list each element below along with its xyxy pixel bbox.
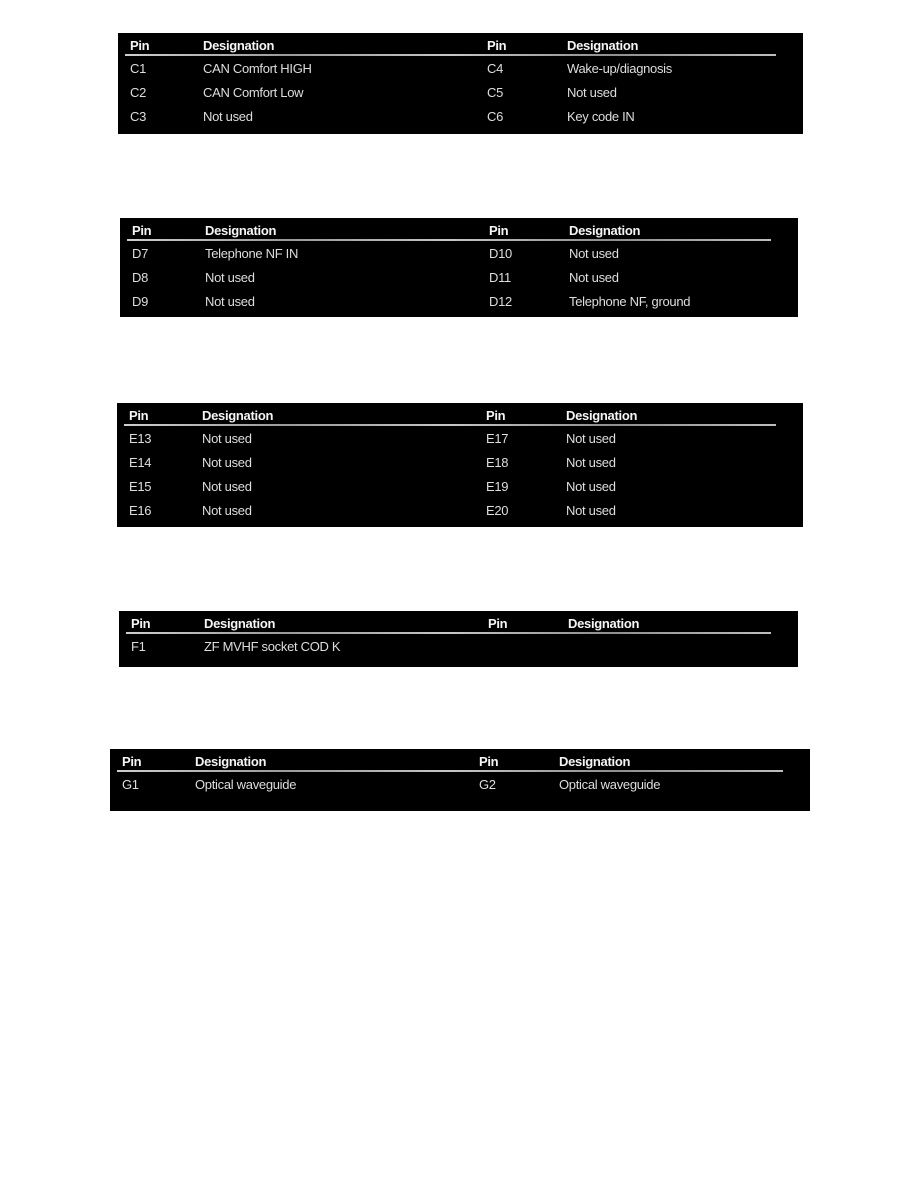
pin-cell: G1 xyxy=(122,777,139,792)
designation-cell: Not used xyxy=(566,455,616,470)
table-body xyxy=(120,241,798,314)
designation-cell: Key code IN xyxy=(567,109,635,124)
column-header-pin: Pin xyxy=(132,223,152,238)
column-header-designation: Designation xyxy=(203,38,275,53)
table-header-row xyxy=(117,403,803,424)
pin-cell: E15 xyxy=(129,479,152,494)
pin-cell: F1 xyxy=(131,639,146,654)
table-row xyxy=(117,475,803,499)
designation-cell: Not used xyxy=(205,270,255,285)
table-row xyxy=(118,57,803,81)
designation-cell: CAN Comfort HIGH xyxy=(203,61,312,76)
column-header-pin: Pin xyxy=(487,38,507,53)
table-row xyxy=(118,81,803,105)
table-body xyxy=(117,426,803,523)
pin-cell: E19 xyxy=(486,479,509,494)
column-header-pin: Pin xyxy=(122,754,142,769)
table-header-row xyxy=(110,749,810,770)
column-header-pin: Pin xyxy=(488,616,508,631)
column-header-designation: Designation xyxy=(569,223,641,238)
designation-cell: Not used xyxy=(567,85,617,100)
table-row xyxy=(118,105,803,129)
pin-table-connector-e xyxy=(117,403,803,527)
pin-table-connector-c xyxy=(118,33,803,134)
pin-cell: D7 xyxy=(132,246,149,261)
pin-table-connector-f xyxy=(119,611,798,667)
table-body xyxy=(110,772,810,797)
pin-cell: C4 xyxy=(487,61,504,76)
column-header-pin: Pin xyxy=(486,408,506,423)
column-header-designation: Designation xyxy=(567,38,639,53)
pin-cell: E13 xyxy=(129,431,152,446)
designation-cell: Telephone NF IN xyxy=(205,246,299,261)
pin-cell: G2 xyxy=(479,777,496,792)
pin-cell: C3 xyxy=(130,109,147,124)
table-row xyxy=(117,427,803,451)
table-row xyxy=(117,451,803,475)
pin-cell: E14 xyxy=(129,455,152,470)
designation-cell: Wake-up/diagnosis xyxy=(567,61,672,76)
pin-cell: C5 xyxy=(487,85,504,100)
pin-cell: E18 xyxy=(486,455,509,470)
column-header-designation: Designation xyxy=(195,754,267,769)
designation-cell: Not used xyxy=(566,431,616,446)
designation-cell: Not used xyxy=(202,455,252,470)
designation-cell: Telephone NF, ground xyxy=(569,294,691,309)
pin-cell: D11 xyxy=(489,270,511,285)
designation-cell: Not used xyxy=(569,270,619,285)
column-header-designation: Designation xyxy=(568,616,640,631)
column-header-designation: Designation xyxy=(559,754,631,769)
column-header-pin: Pin xyxy=(489,223,509,238)
pin-cell: E16 xyxy=(129,503,152,518)
designation-cell: Not used xyxy=(202,503,252,518)
column-header-pin: Pin xyxy=(130,38,150,53)
table-body xyxy=(118,56,803,129)
column-header-designation: Designation xyxy=(202,408,274,423)
pin-cell: E17 xyxy=(486,431,509,446)
pin-cell: D10 xyxy=(489,246,512,261)
pin-table-connector-d xyxy=(120,218,798,317)
designation-cell: ZF MVHF socket COD K xyxy=(204,639,341,654)
pin-cell: D12 xyxy=(489,294,512,309)
designation-cell: Not used xyxy=(566,503,616,518)
pin-cell: C2 xyxy=(130,85,147,100)
table-row xyxy=(119,635,798,659)
column-header-designation: Designation xyxy=(566,408,638,423)
table-row xyxy=(120,242,798,266)
pin-cell: D9 xyxy=(132,294,149,309)
designation-cell: CAN Comfort Low xyxy=(203,85,304,100)
designation-cell: Not used xyxy=(203,109,253,124)
pin-cell: C1 xyxy=(130,61,147,76)
table-header-row xyxy=(120,218,798,239)
pin-cell: D8 xyxy=(132,270,149,285)
designation-cell: Not used xyxy=(569,246,619,261)
pin-table-connector-g xyxy=(110,749,810,811)
table-row xyxy=(120,266,798,290)
pin-cell: E20 xyxy=(486,503,509,518)
column-header-designation: Designation xyxy=(205,223,277,238)
table-header-row xyxy=(118,33,803,54)
column-header-pin: Pin xyxy=(129,408,149,423)
column-header-pin: Pin xyxy=(479,754,499,769)
table-row xyxy=(117,499,803,523)
designation-cell: Not used xyxy=(202,431,252,446)
table-body xyxy=(119,634,798,659)
column-header-pin: Pin xyxy=(131,616,151,631)
pin-cell: C6 xyxy=(487,109,504,124)
table-row xyxy=(120,290,798,314)
table-row xyxy=(110,773,810,797)
column-header-designation: Designation xyxy=(204,616,276,631)
designation-cell: Not used xyxy=(202,479,252,494)
designation-cell: Not used xyxy=(566,479,616,494)
designation-cell: Optical waveguide xyxy=(559,777,661,792)
designation-cell: Not used xyxy=(205,294,255,309)
designation-cell: Optical waveguide xyxy=(195,777,297,792)
table-header-row xyxy=(119,611,798,632)
